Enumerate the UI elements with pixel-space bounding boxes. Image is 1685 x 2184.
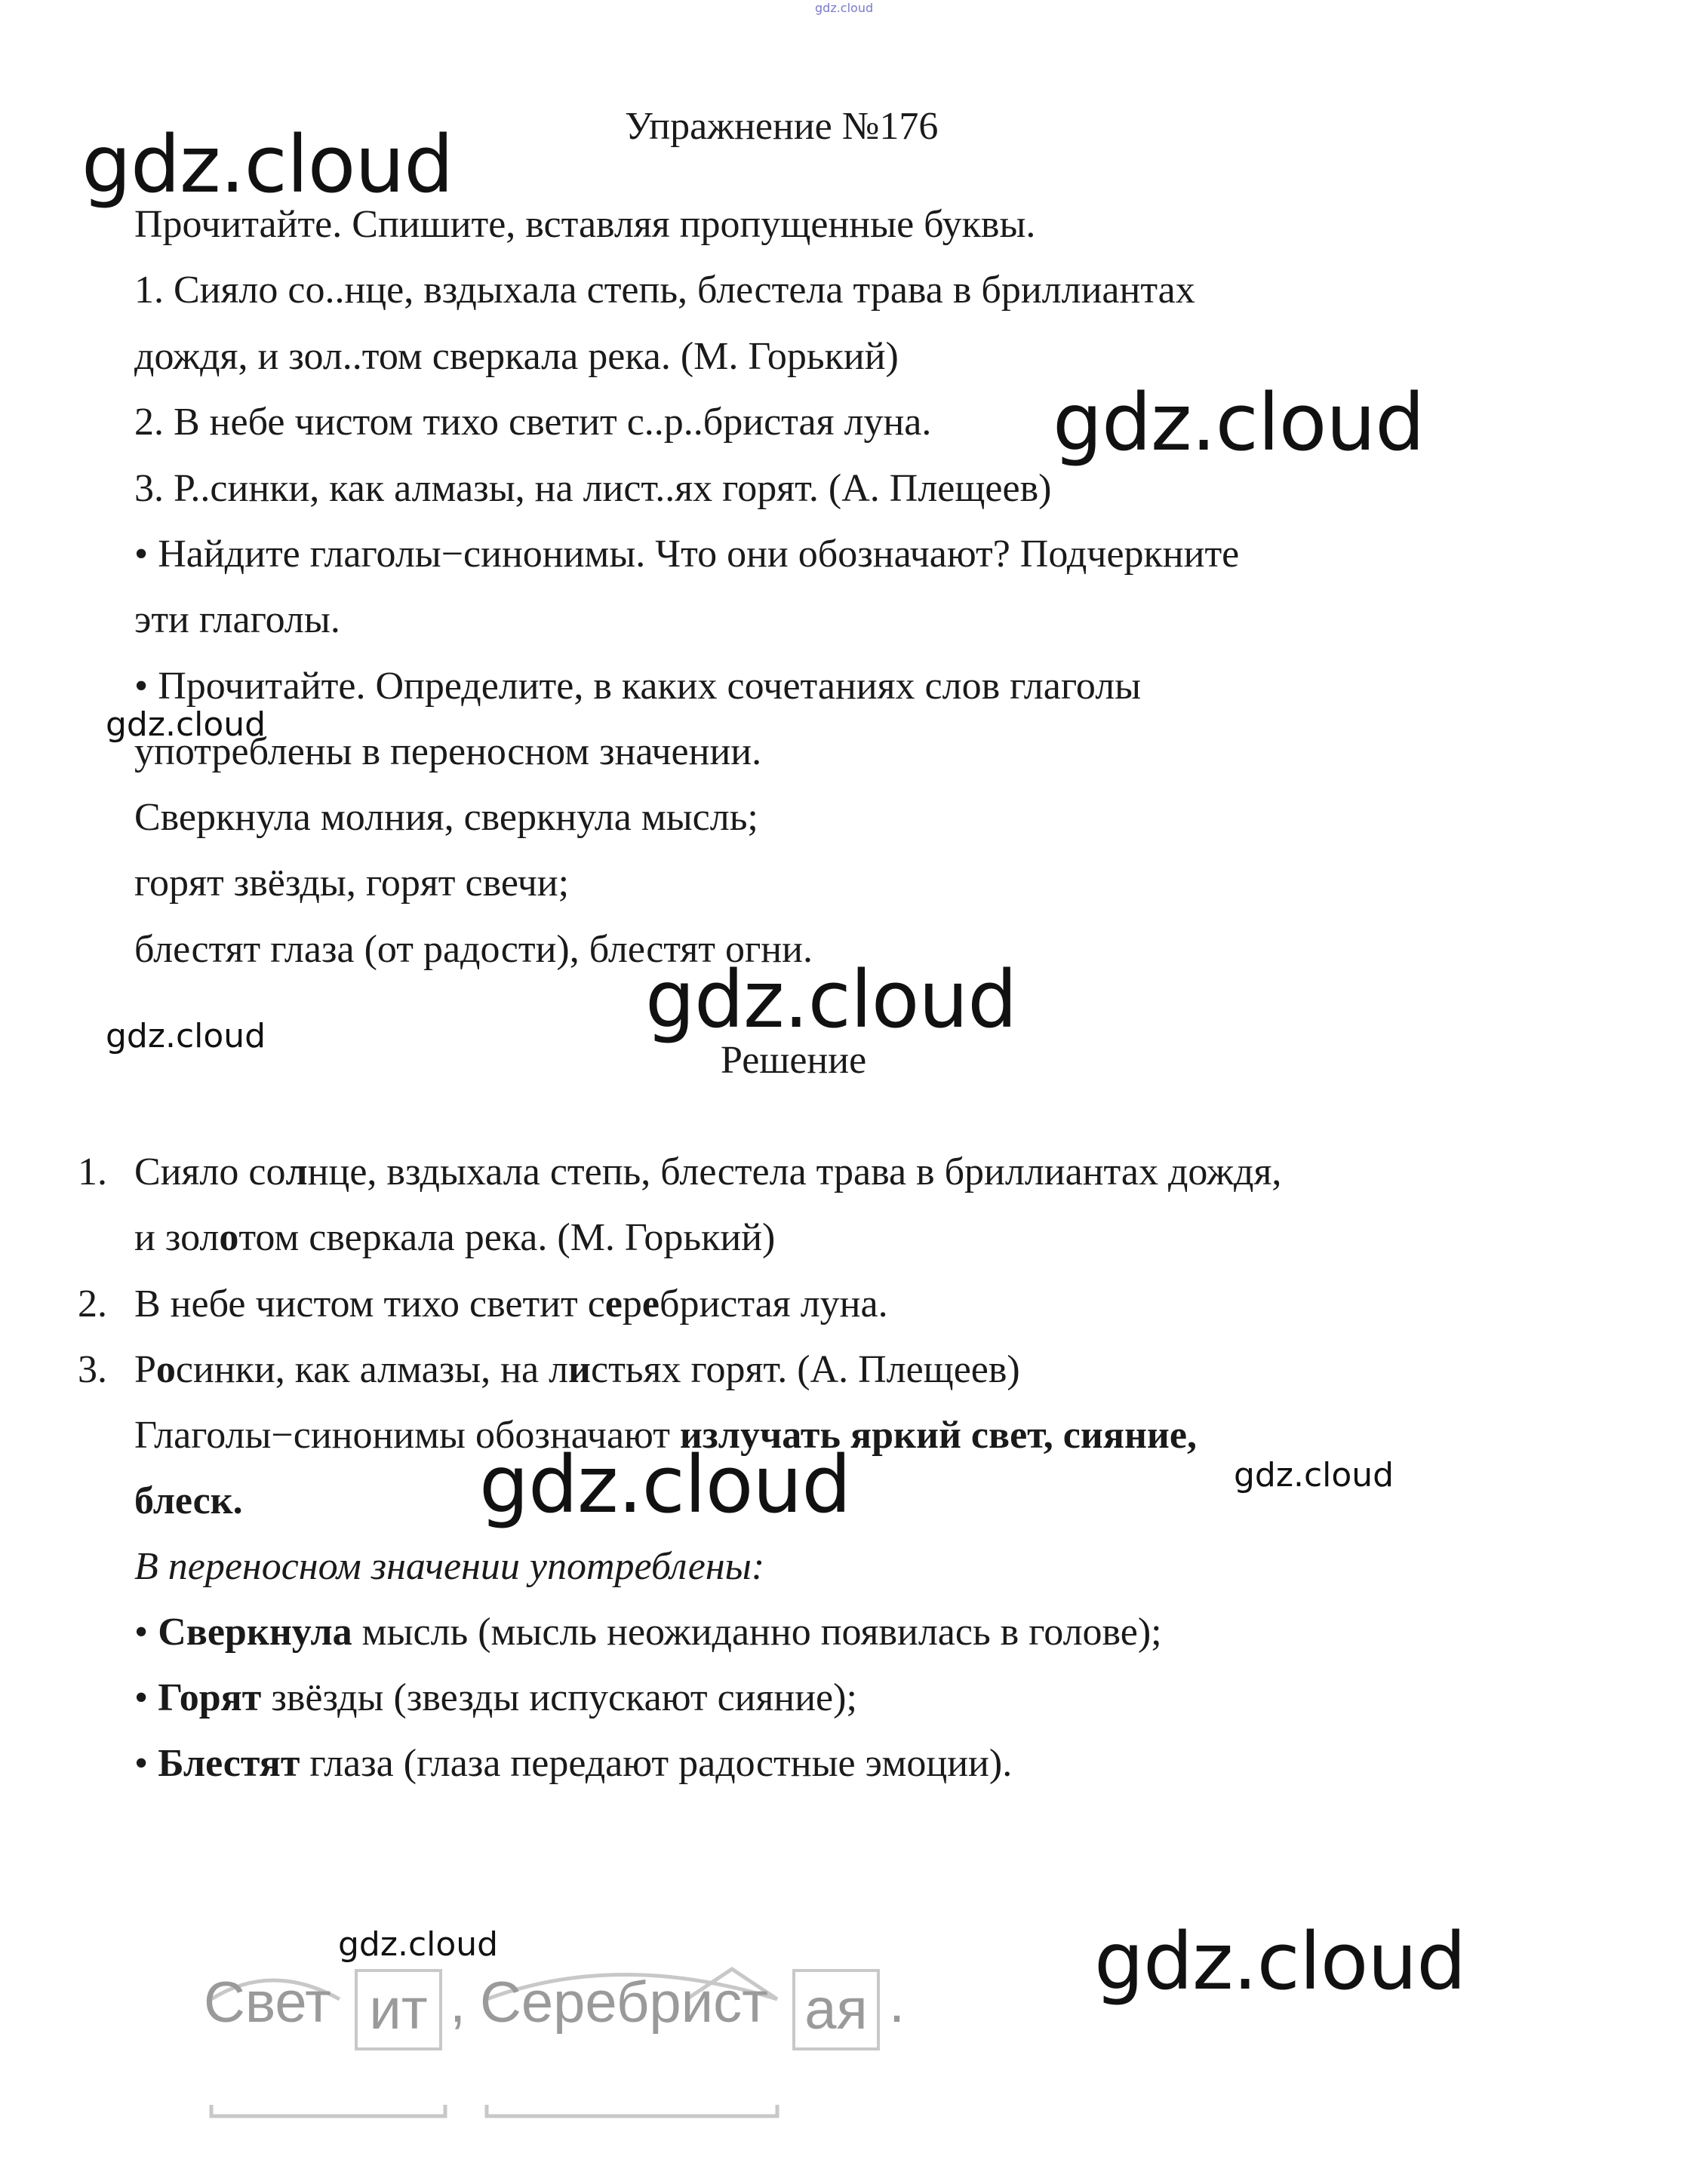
synonyms-meaning-line-1: Глаголы−синонимы обозначают излучать яркий свет, сияние, [134, 1414, 1197, 1457]
watermark-mid-right: gdz.cloud [1053, 376, 1425, 468]
word-2-ending: ая [792, 1969, 880, 2050]
watermark-center-big-2: gdz.cloud [479, 1439, 851, 1531]
task-question-1a: • Найдите глаголы−синонимы. Что они обозначают? Подчеркните [134, 533, 1240, 576]
period: . [889, 1971, 906, 2035]
task-question-2a: • Прочитайте. Определите, в каких сочетаниях слов глаголы [134, 665, 1142, 708]
figurative-item-2: • Горят звёзды (звезды испускают сияние); [134, 1676, 857, 1719]
word-2-root: Серебрист [480, 1971, 768, 2035]
watermark-right-small: gdz.cloud [1234, 1456, 1394, 1494]
task-example-3: блестят глаза (от радости), блестят огни. [134, 928, 813, 971]
task-line-2: 2. В небе чистом тихо светит с..р..бристая луна. [134, 401, 932, 444]
watermark-center-big: gdz.cloud [645, 954, 1017, 1046]
figurative-item-3: • Блестят глаза (глаза передают радостные эмоции). [134, 1742, 1013, 1785]
task-line-1a: 1. Сияло со..нце, вздыхала степь, блестела трава в бриллиантах [134, 269, 1195, 312]
task-instruction: Прочитайте. Спишите, вставляя пропущенные буквы. [134, 203, 1036, 246]
task-question-1b: эти глаголы. [134, 598, 340, 641]
watermark-left-small-1: gdz.cloud [106, 705, 266, 744]
stem-bracket-2 [487, 2105, 777, 2116]
solution-line-2: В небе чистом тихо светит серебристая луна. [134, 1282, 888, 1325]
comma: , [450, 1971, 466, 2035]
exercise-title: Упражнение №176 [625, 105, 939, 148]
figurative-heading: В переносном значении употреблены: [134, 1545, 765, 1588]
solution-line-3: Росинки, как алмазы, на листьях горят. (А. Плещеев) [134, 1348, 1020, 1391]
solution-number-2: 2. [78, 1282, 107, 1325]
task-line-3: 3. Р..синки, как алмазы, на лист..ях горят. (А. Плещеев) [134, 467, 1052, 510]
figurative-item-1: • Сверкнула мысль (мысль неожиданно появилась в голове); [134, 1611, 1162, 1654]
solution-title: Решение [721, 1039, 867, 1082]
watermark-bottom-small: gdz.cloud [338, 1925, 499, 1964]
solution-line-1a: Сияло солнце, вздыхала степь, блестела трава в бриллиантах дождя, [134, 1150, 1282, 1193]
solution-number-1: 1. [78, 1150, 107, 1193]
watermark-bottom-big: gdz.cloud [1094, 1915, 1466, 2007]
watermark-left-small-2: gdz.cloud [106, 1017, 266, 1055]
solution-line-1b: и золотом сверкала река. (М. Горький) [134, 1216, 776, 1259]
stem-bracket-1 [211, 2105, 445, 2116]
word-1-root: Свет [204, 1971, 331, 2035]
watermark-top-left: gdz.cloud [81, 118, 454, 210]
task-example-1: Сверкнула молния, сверкнула мысль; [134, 796, 758, 839]
watermark-tiny: gdz.cloud [815, 1, 874, 15]
task-example-2: горят звёзды, горят свечи; [134, 862, 570, 905]
task-question-2b: употреблены в переносном значении. [134, 730, 762, 773]
task-line-1b: дождя, и зол..том сверкала река. (М. Горький) [134, 335, 899, 378]
word-1-ending: ит [355, 1969, 442, 2050]
synonyms-meaning-line-2: блеск. [134, 1479, 243, 1522]
solution-number-3: 3. [78, 1348, 107, 1391]
